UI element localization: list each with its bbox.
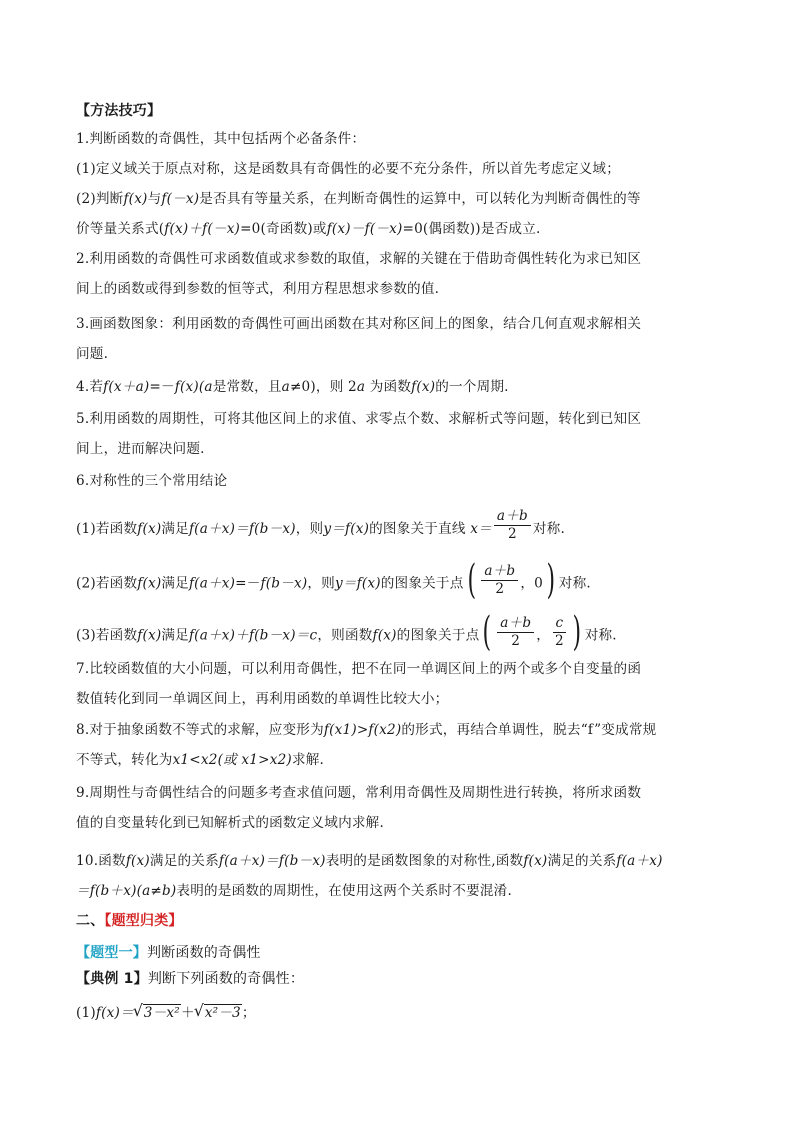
tip-8-line1: 8.对于抽象函数不等式的求解，应变形为f(x1)>f(x2)的形式，再结合单调性，脱去“f”变成常规: [76, 722, 657, 738]
fraction-c-over-2: $\frac{c}{2}$: [552, 615, 567, 650]
fraction-a-plus-b-over-2: $\frac{a+b}{2}$: [494, 508, 531, 543]
part-two-heading: 二、【题型归类】: [76, 913, 183, 929]
example-1-heading: 【典例 1】判断下列函数的奇偶性：: [76, 971, 305, 987]
tip-1-1: (1)定义域关于原点对称，这是函数具有奇偶性的必要不充分条件，所以首先考虑定义域；: [76, 161, 621, 177]
symmetry-1: (1)若函数f(x)满足f(a＋x)＝f(b－x)，则y＝f(x)的图象关于直线 x＝ $\frac{a+b}{2}$ 对称.: [76, 508, 565, 542]
symmetry-2: (2)若函数f(x)满足f(a＋x)=－f(b－x)，则y＝f(x)的图象关于点( $\frac{a+b}{2}$ ，0) 对称.: [76, 557, 591, 603]
tip-7-line2: 数值转化到同一单调区间上，再利用函数的单调性比较大小；: [76, 691, 449, 707]
tip-4: 4.若f(x＋a)=－f(x)(a是常数，且a≠0)，则 2a 为函数f(x)的一个周期.: [76, 379, 509, 395]
fraction-a-plus-b-over-2: $\frac{a+b}{2}$: [497, 615, 534, 650]
tip-7-line1: 7.比较函数值的大小问题，可以利用奇偶性，把不在同一单调区间上的两个或多个自变量的函: [76, 661, 642, 677]
tip-10-line1: 10.函数f(x)满足的关系f(a＋x)＝f(b－x)表明的是函数图象的对称性,函数f(x)满足的关系f(a＋x): [76, 853, 663, 869]
tip-9-line1: 9.周期性与奇偶性结合的问题多考查求值问题，常利用奇偶性及周期性进行转换，将所求函数: [76, 785, 642, 801]
tip-6: 6.对称性的三个常用结论: [76, 473, 228, 489]
tip-1-2-line1: (2)判断f(x)与f(－x)是否具有等量关系，在判断奇偶性的运算中，可以转化为判断奇偶性的等: [76, 191, 641, 207]
tip-5-line2: 间上，进而解决问题.: [76, 441, 205, 457]
example-1-item-1: (1)f(x)＝√ 3－x²＋√ x²－3；: [76, 1004, 726, 1022]
tip-2-line2: 间上的函数或得到参数的恒等式，利用方程思想求参数的值.: [76, 281, 440, 297]
fraction-a-plus-b-over-2: $\frac{a+b}{2}$: [481, 563, 518, 598]
tip-3-line1: 3.画函数图象：利用函数的奇偶性可画出函数在其对称区间上的图象，结合几何直观求解相关: [76, 316, 642, 332]
type-1-heading: 【题型一】判断函数的奇偶性: [76, 945, 261, 961]
tip-2-line1: 2.利用函数的奇偶性可求函数值或求参数的取值，求解的关键在于借助奇偶性转化为求已知区: [76, 251, 642, 267]
tip-5-line1: 5.利用函数的周期性，可将其他区间上的求值、求零点个数、求解析式等问题，转化到已知区: [76, 411, 642, 427]
sqrt-1: √ 3－x²: [134, 1004, 181, 1022]
sqrt-2: √ x²－3: [195, 1004, 242, 1022]
tip-3-line2: 问题.: [76, 346, 109, 362]
section-title: 【方法技巧】: [76, 103, 162, 119]
tip-1: 1.判断函数的奇偶性，其中包括两个必备条件：: [76, 131, 366, 147]
tip-1-2-line2: 价等量关系式(f(x)＋f(－x)=0(奇函数)或f(x)－f(－x)=0(偶函数))是否成立.: [76, 221, 541, 237]
symmetry-3: (3)若函数f(x)满足f(a＋x)＋f(b－x)＝c，则函数f(x)的图象关于点( $\frac{a+b}{2}$ ， $\frac{c}{2}$ ) 对称.: [76, 609, 617, 655]
tip-9-line2: 值的自变量转化到已知解析式的函数定义域内求解.: [76, 815, 384, 831]
tip-8-line2: 不等式，转化为x1<x2(或 x1>x2)求解.: [76, 752, 325, 768]
tip-10-line2: ＝f(b＋x)(a≠b)表明的是函数的周期性，在使用这两个关系时不要混淆.: [76, 883, 512, 899]
